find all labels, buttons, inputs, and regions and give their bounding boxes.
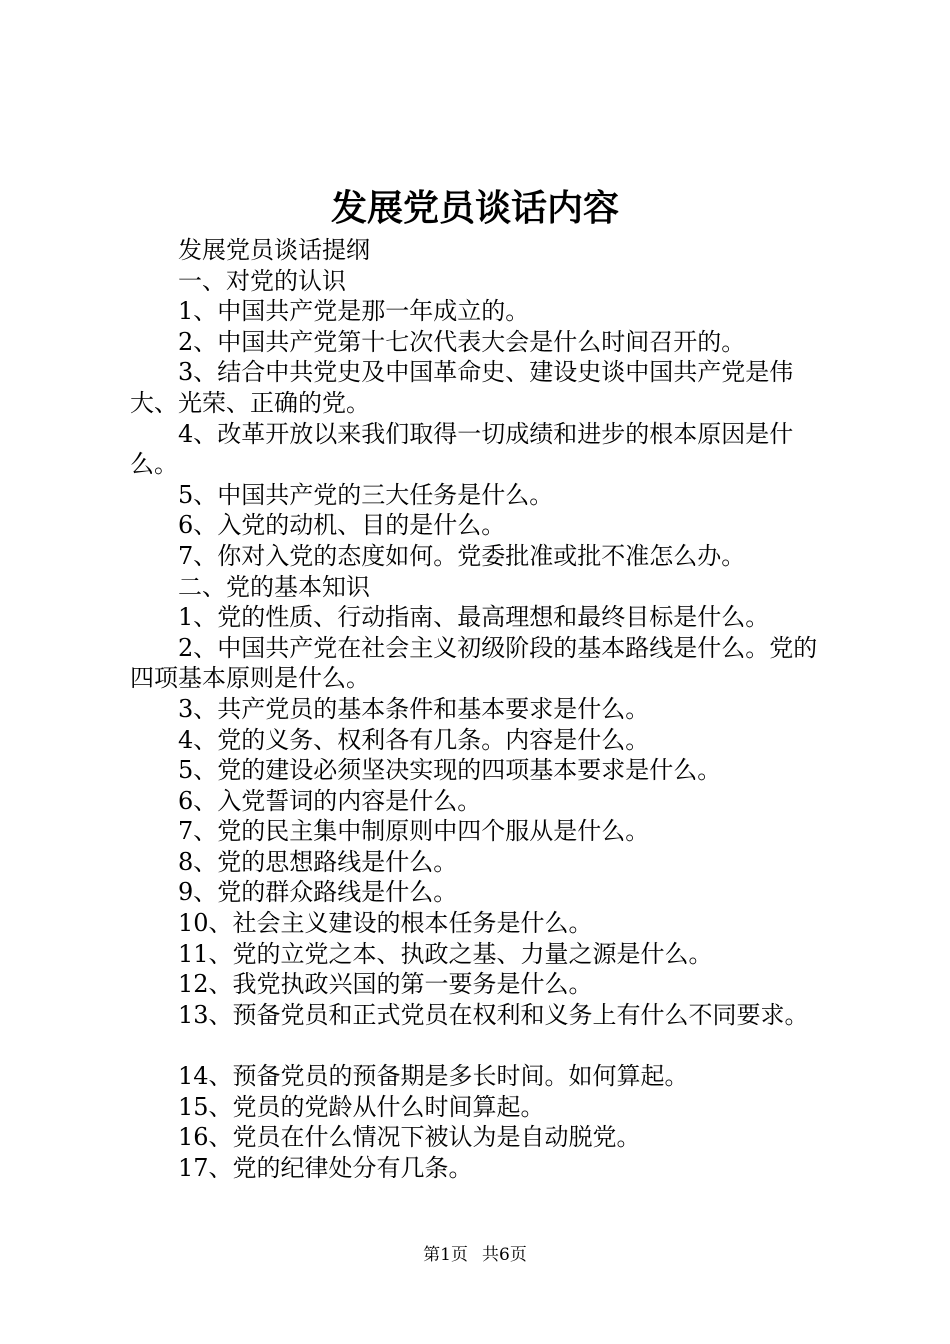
question-item: 16、党员在什么情况下被认为是自动脱党。 xyxy=(178,1123,641,1152)
document-title: 发展党员谈话内容 xyxy=(330,187,619,229)
question-item: 14、预备党员的预备期是多长时间。如何算起。 xyxy=(178,1062,689,1091)
page-number-total: 共6页 xyxy=(482,1245,527,1265)
question-item: 6、入党誓词的内容是什么。 xyxy=(178,786,482,815)
question-item: 5、中国共产党的三大任务是什么。 xyxy=(178,480,554,509)
question-item: 4、党的义务、权利各有几条。内容是什么。 xyxy=(178,725,650,754)
question-item: 12、我党执政兴国的第一要务是什么。 xyxy=(178,970,593,999)
question-item: 10、社会主义建设的根本任务是什么。 xyxy=(178,909,593,938)
question-item: 13、预备党员和正式党员在权利和义务上有什么不同要求。 xyxy=(178,1000,809,1029)
document-body xyxy=(130,235,835,1183)
question-item: 3、共产党员的基本条件和基本要求是什么。 xyxy=(178,694,650,723)
question-item: 2、中国共产党在社会主义初级阶段的基本路线是什么。党的四项基本原则是什么。 xyxy=(130,633,818,693)
section-heading-2: 二、党的基本知识 xyxy=(178,572,370,601)
question-item: 6、入党的动机、目的是什么。 xyxy=(178,511,506,540)
page-footer xyxy=(0,1243,950,1267)
question-item: 15、党员的党龄从什么时间算起。 xyxy=(178,1092,545,1121)
section-heading-1: 一、对党的认识 xyxy=(178,266,346,295)
question-item: 7、你对入党的态度如何。党委批准或批不准怎么办。 xyxy=(178,541,746,570)
question-item: 9、党的群众路线是什么。 xyxy=(178,878,458,907)
question-item: 2、中国共产党第十七次代表大会是什么时间召开的。 xyxy=(178,327,746,356)
question-item: 5、党的建设必须坚决实现的四项基本要求是什么。 xyxy=(178,756,722,785)
question-item: 1、中国共产党是那一年成立的。 xyxy=(178,297,530,326)
question-item: 3、结合中共党史及中国革命史、建设史谈中国共产党是伟大、光荣、正确的党。 xyxy=(130,358,794,417)
question-item: 1、党的性质、行动指南、最高理想和最终目标是什么。 xyxy=(178,603,770,632)
question-item: 17、党的纪律处分有几条。 xyxy=(178,1153,473,1182)
page-number-current: 第1页 xyxy=(423,1245,468,1265)
question-item: 7、党的民主集中制原则中四个服从是什么。 xyxy=(178,817,650,846)
outline-heading: 发展党员谈话提纲 xyxy=(178,236,370,264)
question-item: 11、党的立党之本、执政之基、力量之源是什么。 xyxy=(178,939,713,968)
question-item: 8、党的思想路线是什么。 xyxy=(178,847,458,876)
question-item: 4、改革开放以来我们取得一切成绩和进步的根本原因是什么。 xyxy=(130,419,794,479)
